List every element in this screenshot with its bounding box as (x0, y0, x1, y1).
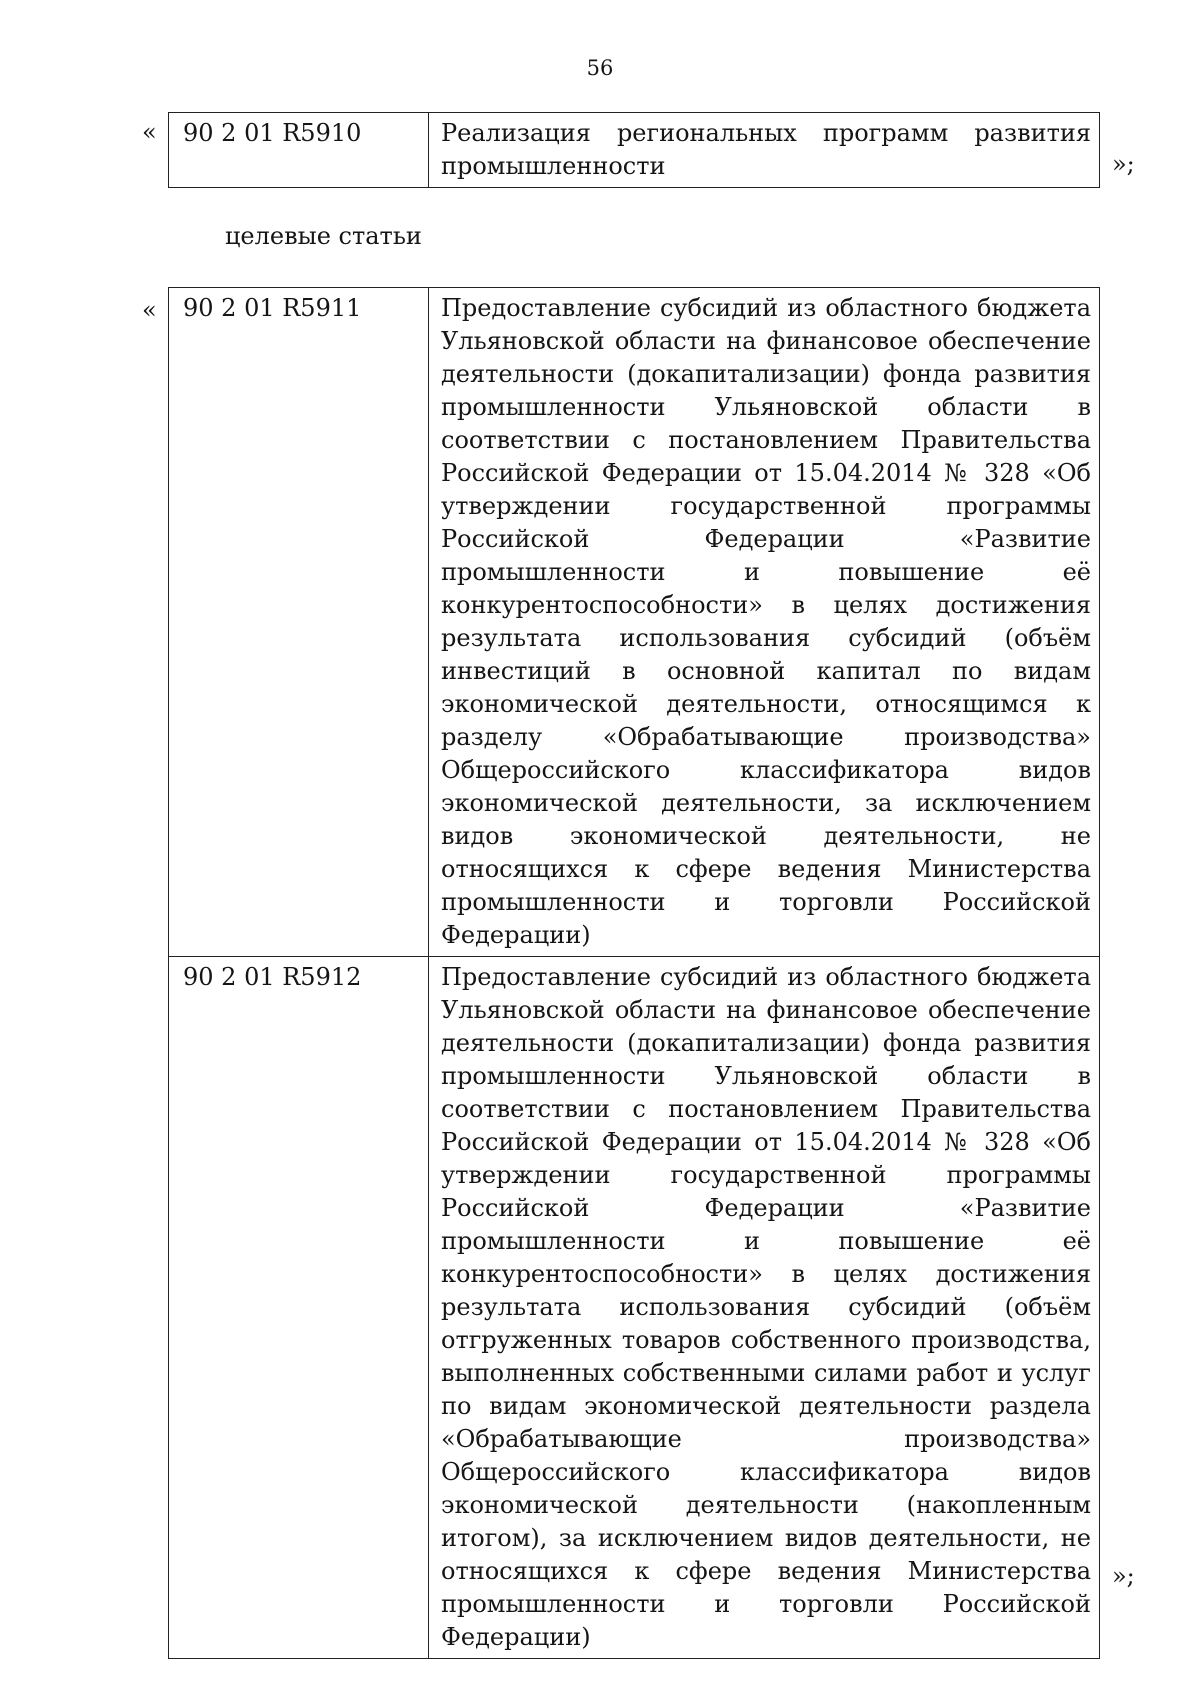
table-row (169, 957, 1100, 1659)
section-caption: целевые статьи (225, 222, 422, 250)
close-quote-1: »; (1112, 150, 1135, 178)
close-quote-2: »; (1112, 1562, 1135, 1590)
description-cell: Предоставление субсидий из областного бюджета Ульяновской области на финансовое обеспечение деятельности (докапитализации) фонда развития промышленности Ульяновской области в соответствии с постановлением Правительства Российской Федерации от 15.04.2014 № 328 «Об утверждении государственной программы Российской Федерации «Развитие промышленности и повышение её конкурентоспособности» в целях достижения результата использования субсидий (объём инвестиций в основной капитал по видам экономической деятельности, относящимся к разделу «Обрабатывающие производства» Общероссийского классификатора видов экономической деятельности, за исключением видов экономической деятельности, не относящихся к сфере ведения Министерства промышленности и торговли Российской Федерации) (429, 288, 1100, 957)
code-cell: 90 2 01 R5910 (169, 113, 429, 188)
description-cell: Реализация региональных программ развития промышленности (429, 113, 1100, 188)
code-cell: 90 2 01 R5912 (169, 957, 429, 1659)
code-cell: 90 2 01 R5911 (169, 288, 429, 957)
table-row (169, 288, 1100, 957)
code-table-1 (168, 112, 1100, 188)
table-row (169, 113, 1100, 188)
description-cell: Предоставление субсидий из областного бюджета Ульяновской области на финансовое обеспечение деятельности (докапитализации) фонда развития промышленности Ульяновской области в соответствии с постановлением Правительства Российской Федерации от 15.04.2014 № 328 «Об утверждении государственной программы Российской Федерации «Развитие промышленности и повышение её конкурентоспособности» в целях достижения результата использования субсидий (объём отгруженных товаров собственного производства, выполненных собственными силами работ и услуг по видам экономической деятельности раздела «Обрабатывающие производства» Общероссийского классификатора видов экономической деятельности (накопленным итогом), за исключением видов деятельности, не относящихся к сфере ведения Министерства промышленности и торговли Российской Федерации) (429, 957, 1100, 1659)
open-quote-1: « (142, 118, 157, 146)
page-number: 56 (586, 56, 614, 80)
open-quote-2: « (142, 296, 157, 324)
code-table-2 (168, 287, 1100, 1659)
